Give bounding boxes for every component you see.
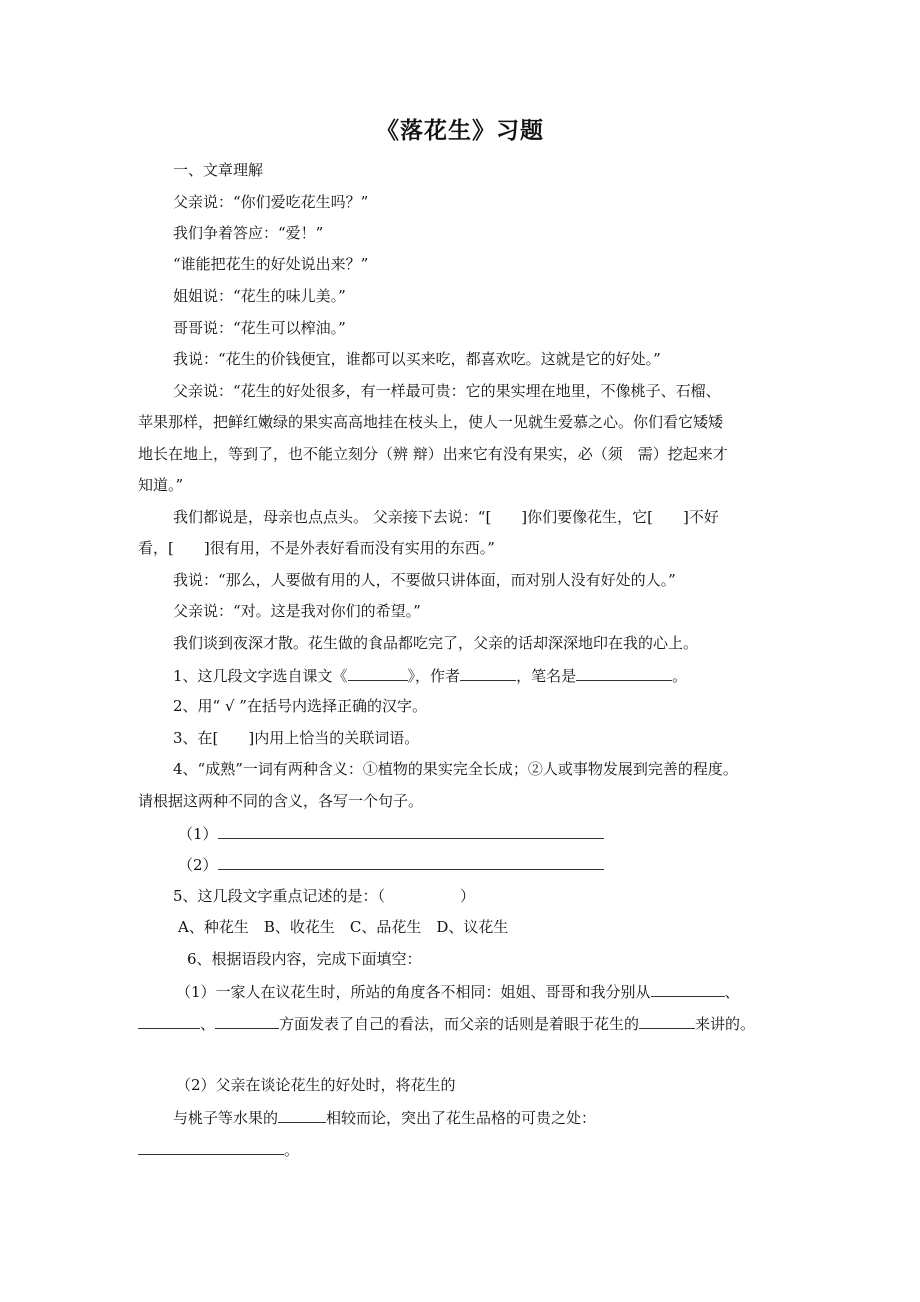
question-5: 5、这几段文字重点记述的是：（ ） <box>173 887 476 905</box>
answer-blank-author[interactable] <box>460 665 516 681</box>
answer-blank-me[interactable] <box>215 1013 279 1029</box>
question-2: 2、用“ √ ”在括号内选择正确的汉字。 <box>173 697 427 715</box>
question-4-instruction: 请根据这两种不同的含义，各写一个句子。 <box>138 792 424 810</box>
q6-text: 方面发表了自己的看法，而父亲的话则是着眼于花生的 <box>279 1015 640 1033</box>
q6-text: （1）一家人在议花生时，所站的角度各不相同：姐姐、哥哥和我分别从 <box>176 983 651 1001</box>
answer-blank-sister[interactable] <box>651 981 725 997</box>
answer-blank-quality[interactable] <box>138 1139 284 1155</box>
question-6-part-1-line-1 <box>176 981 740 1002</box>
answer-blank-father[interactable] <box>639 1013 695 1029</box>
passage-line: 知道。” <box>138 476 184 494</box>
q6-text: 相较而论，突出了花生品格的可贵之处： <box>326 1109 597 1127</box>
question-5-options: A、种花生 B、收花生 C、品花生 D、议花生 <box>178 918 509 936</box>
q6-text: 与桃子等水果的 <box>173 1109 279 1127</box>
answer-blank-compare[interactable] <box>278 1107 326 1123</box>
passage-line: 父亲说：“你们爱吃花生吗？” <box>173 193 369 211</box>
sentence-1 <box>178 823 604 844</box>
passage-line: 看，[ ]很有用，不是外表好看而没有实用的东西。” <box>138 539 495 557</box>
q6-text: 、 <box>724 983 740 1001</box>
question-3: 3、在[ ]内用上恰当的关联词语。 <box>173 729 420 747</box>
section-heading: 一、文章理解 <box>173 161 264 179</box>
answer-blank-lesson[interactable] <box>348 665 408 681</box>
sentence-2-line[interactable] <box>218 854 604 870</box>
question-6-part-2-line-2 <box>173 1107 596 1128</box>
passage-line: 我们都说是，母亲也点点头。 父亲接下去说：“[ ]你们要像花生，它[ ]不好 <box>173 508 719 526</box>
sentence-1-line[interactable] <box>218 823 604 839</box>
sentence-2 <box>178 854 604 875</box>
passage-line: 姐姐说：“花生的味儿美。” <box>173 287 346 305</box>
question-6: 6、根据语段内容，完成下面填空： <box>187 950 422 968</box>
passage-line: 苹果那样，把鲜红嫩绿的果实高高地挂在枝头上，使人一见就生爱慕之心。你们看它矮矮 <box>138 413 724 431</box>
sentence-2-label: （2） <box>178 856 218 874</box>
passage-line: 我说：“那么，人要做有用的人，不要做只讲体面，而对别人没有好处的人。” <box>173 571 676 589</box>
question-1 <box>173 665 687 686</box>
question-6-part-2-line-3 <box>138 1139 299 1160</box>
passage-line: 父亲说：“花生的好处很多，有一样最可贵：它的果实埋在地里，不像桃子、石榴、 <box>173 382 721 400</box>
passage-line: 哥哥说：“花生可以榨油。” <box>173 319 346 337</box>
question-1-text-b: 》，作者 <box>407 667 461 685</box>
answer-blank-brother[interactable] <box>138 1013 200 1029</box>
question-1-text-a: 1、这几段文字选自课文《 <box>173 667 348 685</box>
question-1-text-c: ，笔名是 <box>516 667 577 685</box>
page-title: 《落花生》习题 <box>376 117 544 144</box>
sentence-1-label: （1） <box>178 825 218 843</box>
question-1-text-d: 。 <box>672 667 688 685</box>
passage-line: “谁能把花生的好处说出来？” <box>173 255 369 273</box>
question-6-part-1-line-2 <box>138 1013 755 1034</box>
question-4: 4、“成熟”一词有两种含义：①植物的果实完全长成；②人或事物发展到完善的程度。 <box>173 760 738 778</box>
passage-line: 我们谈到夜深才散。花生做的食品都吃完了，父亲的话却深深地印在我的心上。 <box>173 634 699 652</box>
passage-line: 地长在地上，等到了，也不能立刻分（辨 辩）出来它有没有果实，必（须 需）挖起来才 <box>138 445 728 463</box>
q6-text: 、 <box>200 1015 216 1033</box>
passage-line: 父亲说：“对。这是我对你们的希望。” <box>173 602 421 620</box>
q6-text: 来讲的。 <box>695 1015 756 1033</box>
passage-line: 我说：“花生的价钱便宜，谁都可以买来吃，都喜欢吃。这就是它的好处。” <box>173 350 661 368</box>
question-6-part-2-line-1: （2）父亲在谈论花生的好处时，将花生的 <box>176 1076 456 1094</box>
answer-blank-pen-name[interactable] <box>576 665 672 681</box>
passage-line: 我们争着答应：“爱！” <box>173 224 324 242</box>
q6-text: 。 <box>284 1141 300 1159</box>
